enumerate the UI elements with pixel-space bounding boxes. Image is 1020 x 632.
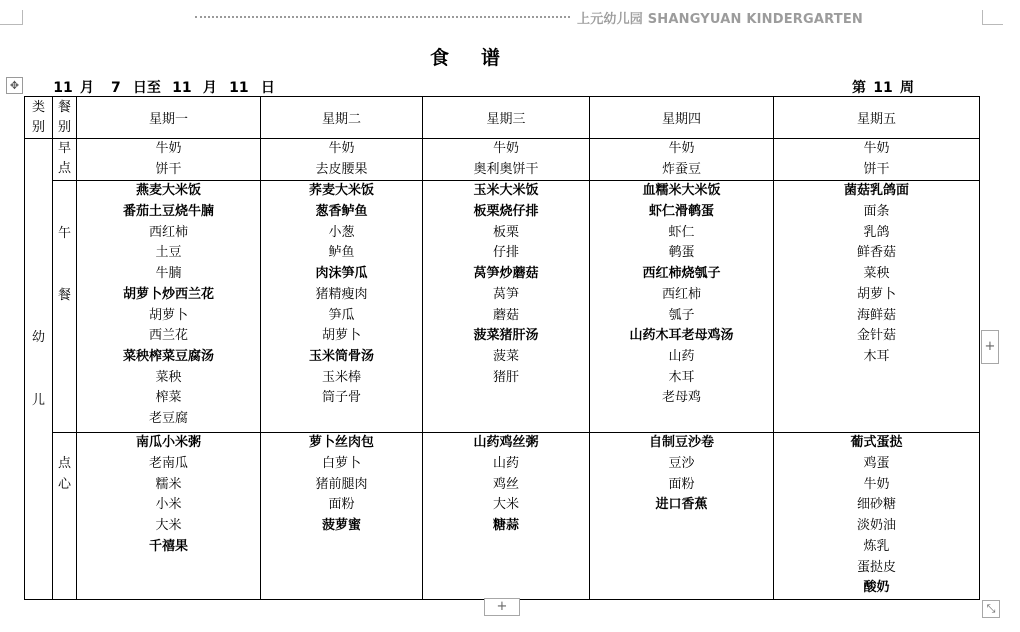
menu-item: 玉米棒 [321, 369, 361, 385]
day-header: 星期四 [590, 97, 774, 139]
category-cell [25, 139, 53, 600]
menu-item: 金针菇 [856, 328, 896, 344]
day-header: 星期二 [261, 97, 423, 139]
menu-item: 牛奶 [155, 141, 182, 156]
menu-item: 榨菜 [155, 390, 182, 406]
menu-item: 小米 [155, 497, 182, 513]
lunch-label [53, 181, 76, 327]
menu-item: 酸奶 [863, 580, 890, 596]
menu-cell[interactable] [423, 433, 590, 600]
menu-item: 大米 [155, 518, 182, 534]
snack-label [53, 433, 76, 495]
menu-item: 莴笋炒蘑菇 [473, 266, 539, 282]
menu-item: 牛奶 [863, 141, 890, 156]
menu-table [24, 96, 980, 600]
date-range [46, 77, 275, 97]
vertical-char: 餐 [57, 99, 71, 115]
month-char-1: 月 [80, 80, 94, 96]
menu-item: 南瓜小米粥 [135, 435, 201, 451]
page-corner-mark-right [982, 10, 1003, 25]
menu-item: 乳鸽 [863, 224, 890, 240]
school-header: 上元幼儿园 SHANGYUAN KINDERGARTEN [577, 12, 863, 27]
menu-item: 自制豆沙卷 [648, 435, 714, 451]
menu-item: 西红柿 [661, 286, 701, 302]
menu-cell[interactable] [774, 181, 980, 433]
page-corner-mark-left [0, 10, 23, 25]
table-move-handle-icon[interactable]: ✥ [6, 77, 23, 94]
menu-cell[interactable] [590, 181, 774, 433]
menu-item: 山药 [492, 456, 519, 472]
menu-item: 西红柿 [148, 224, 188, 240]
menu-item: 千禧果 [148, 538, 188, 554]
table-header-row [25, 97, 980, 139]
vertical-char: 心 [57, 477, 71, 493]
menu-item: 番茄土豆烧牛腩 [122, 204, 214, 220]
menu-item: 肉沫笋瓜 [315, 266, 368, 282]
menu-item: 山药鸡丝粥 [473, 435, 539, 451]
menu-item: 牛奶 [328, 141, 355, 156]
menu-item: 鸡丝 [492, 476, 519, 492]
menu-item: 鲜香菇 [856, 245, 896, 261]
lunch-row [25, 181, 980, 433]
menu-item: 笋瓜 [328, 307, 355, 323]
menu-item: 菠萝蜜 [321, 518, 361, 534]
menu-item: 面粉 [328, 497, 355, 513]
end-day: 11 [217, 81, 261, 97]
breakfast-row [25, 139, 980, 181]
menu-item: 牛奶 [668, 141, 695, 156]
menu-cell[interactable] [590, 139, 774, 181]
menu-cell[interactable] [261, 181, 423, 433]
menu-item: 小葱 [328, 224, 355, 240]
week-number [852, 77, 914, 97]
menu-item: 蛋挞皮 [856, 559, 896, 575]
menu-cell[interactable] [774, 139, 980, 181]
menu-cell[interactable] [423, 181, 590, 433]
menu-item: 细砂糖 [856, 497, 896, 513]
vertical-char: 点 [57, 161, 71, 176]
end-month: 11 [161, 81, 203, 97]
vertical-char: 午 [57, 226, 71, 242]
add-row-button[interactable]: + [484, 598, 520, 616]
menu-item: 菌菇乳鸽面 [843, 183, 909, 199]
menu-item: 瓠子 [668, 307, 695, 323]
meal-cell [53, 181, 77, 433]
meal-header-label [53, 98, 76, 138]
menu-item: 牛奶 [863, 476, 890, 492]
menu-item: 菠菜猪肝汤 [473, 328, 539, 344]
menu-item: 老豆腐 [148, 410, 188, 426]
page-title: 食谱 [430, 47, 533, 69]
menu-item: 胡萝卜 [321, 328, 361, 344]
menu-item: 菜秧 [155, 369, 182, 385]
menu-cell[interactable] [77, 139, 261, 181]
menu-item: 菠菜 [492, 348, 519, 364]
menu-item: 莴笋 [492, 286, 519, 302]
menu-item: 炸蚕豆 [661, 161, 701, 177]
week-value: 11 [866, 81, 900, 97]
menu-item: 葡式蛋挞 [850, 435, 903, 451]
menu-item: 鹌蛋 [668, 245, 695, 261]
menu-item: 木耳 [668, 369, 695, 385]
menu-item: 西兰花 [148, 328, 188, 344]
menu-item: 筒子骨 [321, 390, 361, 406]
menu-item: 猪精瘦肉 [315, 286, 368, 302]
menu-item: 面粉 [668, 476, 695, 492]
menu-cell[interactable] [774, 433, 980, 600]
header-dotted-line [195, 16, 570, 18]
menu-item: 玉米大米饭 [473, 183, 539, 199]
menu-item: 淡奶油 [856, 518, 896, 534]
week-prefix: 第 [852, 80, 866, 96]
day-header: 星期五 [774, 97, 980, 139]
vertical-char: 别 [57, 119, 71, 135]
day-header: 星期一 [77, 97, 261, 139]
vertical-char: 幼 [31, 330, 45, 346]
menu-item: 猪肝 [492, 369, 519, 385]
vertical-char: 别 [31, 119, 45, 135]
menu-item: 虾仁 [668, 224, 695, 240]
menu-item: 饼干 [863, 161, 890, 177]
category-header [25, 97, 53, 139]
menu-cell[interactable] [77, 433, 261, 600]
menu-item: 虾仁滑鹌蛋 [648, 204, 714, 220]
menu-item: 海鲜菇 [856, 307, 896, 323]
menu-item: 饼干 [155, 161, 182, 177]
menu-item: 老母鸡 [661, 390, 701, 406]
menu-item: 荞麦大米饭 [308, 183, 374, 199]
menu-item: 鲈鱼 [328, 245, 355, 261]
breakfast-label [53, 139, 76, 179]
menu-cell[interactable] [590, 433, 774, 600]
menu-item: 大米 [492, 497, 519, 513]
menu-item: 猪前腿肉 [315, 476, 368, 492]
day-to: 日至 [132, 80, 161, 96]
menu-item: 板栗烧仔排 [473, 204, 539, 220]
menu-item: 玉米筒骨汤 [308, 348, 374, 364]
month-char-2: 月 [202, 80, 217, 96]
meal-cell [53, 139, 77, 181]
category-label [25, 306, 52, 432]
menu-item: 牛腩 [155, 266, 182, 282]
menu-item: 老南瓜 [148, 456, 188, 472]
menu-item: 面条 [863, 204, 890, 220]
menu-item: 糖蒜 [492, 518, 519, 534]
menu-item: 胡萝卜 [856, 286, 896, 302]
day-header: 星期三 [423, 97, 590, 139]
vertical-char: 餐 [57, 288, 71, 304]
menu-cell[interactable] [423, 139, 590, 181]
menu-item: 血糯米大米饭 [642, 183, 721, 199]
menu-cell[interactable] [261, 139, 423, 181]
category-header-label [25, 98, 52, 138]
vertical-char: 类 [31, 99, 45, 115]
menu-cell[interactable] [77, 181, 261, 433]
menu-item: 胡萝卜 [148, 307, 188, 323]
table-resize-handle-icon[interactable]: ⤡ [982, 600, 1000, 618]
meal-header [53, 97, 77, 139]
menu-item: 仔排 [492, 245, 519, 261]
menu-item: 炼乳 [863, 538, 890, 554]
menu-item: 奥利奥饼干 [473, 161, 539, 177]
start-month: 11 [46, 81, 80, 97]
day-char: 日 [260, 80, 275, 96]
add-column-button[interactable]: + [981, 330, 999, 364]
snack-row [25, 433, 980, 600]
menu-cell[interactable] [261, 433, 423, 600]
week-suffix: 周 [900, 80, 914, 96]
meal-cell [53, 433, 77, 600]
vertical-char: 点 [57, 456, 71, 472]
menu-item: 板栗 [492, 224, 519, 240]
menu-item: 蘑菇 [492, 307, 519, 323]
menu-item: 白萝卜 [321, 456, 361, 472]
menu-item: 豆沙 [668, 456, 695, 472]
menu-item: 去皮腰果 [315, 161, 368, 177]
start-day: 7 [99, 81, 133, 97]
menu-item: 菜秧榨菜豆腐汤 [122, 348, 214, 364]
menu-item: 鸡蛋 [863, 456, 890, 472]
menu-item: 牛奶 [492, 141, 519, 156]
vertical-char: 早 [57, 141, 71, 156]
menu-item: 糯米 [155, 476, 182, 492]
menu-item: 进口香蕉 [655, 497, 708, 513]
menu-item: 葱香鲈鱼 [315, 204, 368, 220]
menu-item: 菜秧 [863, 266, 890, 282]
vertical-char: 儿 [31, 393, 45, 409]
menu-item: 西红柿烧瓠子 [642, 266, 721, 282]
menu-item: 山药木耳老母鸡汤 [629, 328, 734, 344]
menu-item: 木耳 [863, 348, 890, 364]
menu-item: 土豆 [155, 245, 182, 261]
menu-item: 燕麦大米饭 [135, 183, 201, 199]
menu-item: 山药 [668, 348, 695, 364]
menu-item: 萝卜丝肉包 [308, 435, 374, 451]
menu-item: 胡萝卜炒西兰花 [122, 286, 214, 302]
